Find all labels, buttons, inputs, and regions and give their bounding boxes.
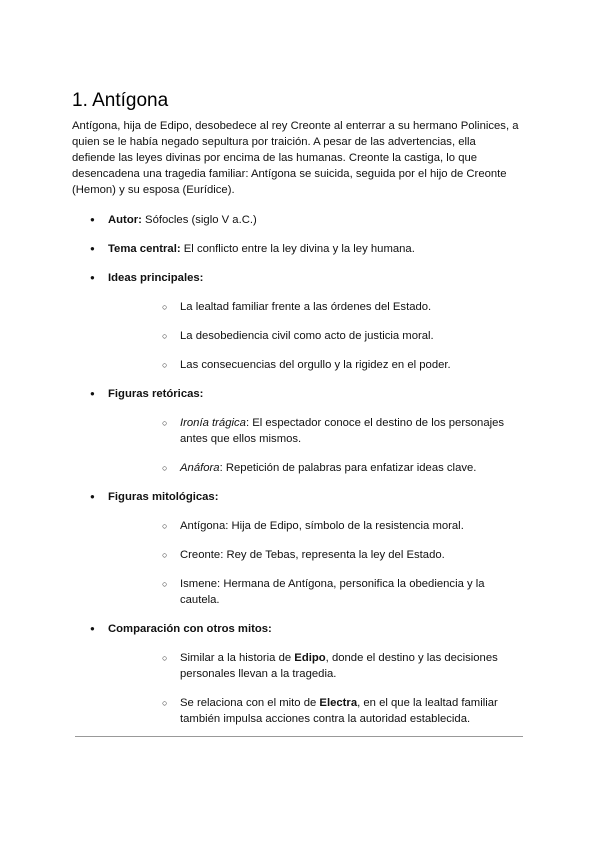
term-text: : El espectador conoce el destino de los personajes antes que ellos mismos. [180, 417, 505, 445]
term-text: : Repetición de palabras para enfatizar ideas clave. [219, 462, 477, 474]
sublist-item: ○ Antígona: Hija de Edipo, símbolo de la resistencia moral. [144, 518, 527, 534]
sublist-item [144, 650, 527, 682]
figuras-retoricas-sublist [108, 415, 527, 476]
horizontal-rule [75, 736, 523, 737]
intro-paragraph: Antígona, hija de Edipo, desobedece al rey Creonte al enterrar a su hermano Polinices, a quien se le había negado sepultura por traición. A pesar de las advertencias, ella defiende las leyes divinas por encima de las humanas. Creonte la castiga, lo que desencadena una tragedia familiar: Antígona se suicida, seguida por el hijo de Creonte (Hemon) y su esposa (Eurídice). [72, 120, 519, 196]
term: Anáfora [180, 462, 220, 474]
figuras-mitologicas-sublist [108, 518, 527, 608]
term: Ironía trágica [180, 417, 246, 429]
ideas-sublist [108, 299, 527, 373]
sublist-item: ○ Ismene: Hermana de Antígona, personifica la obediencia y la cautela. [144, 576, 527, 608]
sublist-item: ○ La lealtad familiar frente a las órdenes del Estado. [144, 299, 527, 315]
autor-value: Sófocles (siglo V a.C.) [141, 214, 257, 226]
text-pre: Se relaciona con el mito de [180, 697, 320, 709]
tema-label: Tema central: [108, 243, 181, 255]
sublist-item [144, 460, 527, 476]
text-bold: Edipo [294, 652, 326, 664]
figuras-retoricas-label: Figuras retóricas: [108, 388, 204, 400]
text-post: , en el que la lealtad familiar también impulsa acciones contra la autoridad establecida. [180, 697, 498, 725]
list-item-figuras-retoricas [72, 386, 527, 476]
text-bold: Electra [319, 697, 358, 709]
sublist-item: ○ La desobediencia civil como acto de justicia moral. [144, 328, 527, 344]
sublist-item: ○ Creonte: Rey de Tebas, representa la ley del Estado. [144, 547, 527, 563]
list-item-tema [72, 241, 527, 257]
text-pre: Similar a la historia de [180, 652, 295, 664]
comparacion-sublist [108, 650, 527, 727]
list-item-ideas [72, 270, 527, 373]
figuras-mitologicas-label: Figuras mitológicas: [108, 491, 219, 503]
list-item-comparacion [72, 621, 527, 727]
main-list [72, 212, 527, 727]
tema-value: El conflicto entre la ley divina y la ley humana. [180, 243, 415, 255]
autor-label: Autor: [108, 214, 142, 226]
sublist-item: ○ Las consecuencias del orgullo y la rigidez en el poder. [144, 357, 527, 373]
text-post: , donde el destino y las decisiones personales llevan a la tragedia. [180, 652, 498, 680]
ideas-label: Ideas principales: [108, 272, 204, 284]
document-page [72, 90, 527, 740]
list-item-figuras-mitologicas [72, 489, 527, 608]
comparacion-label: Comparación con otros mitos: [108, 623, 272, 635]
sublist-item [144, 415, 527, 447]
sublist-item [144, 695, 527, 727]
page-title: 1. Antígona [72, 90, 169, 111]
list-item-autor [72, 212, 527, 228]
